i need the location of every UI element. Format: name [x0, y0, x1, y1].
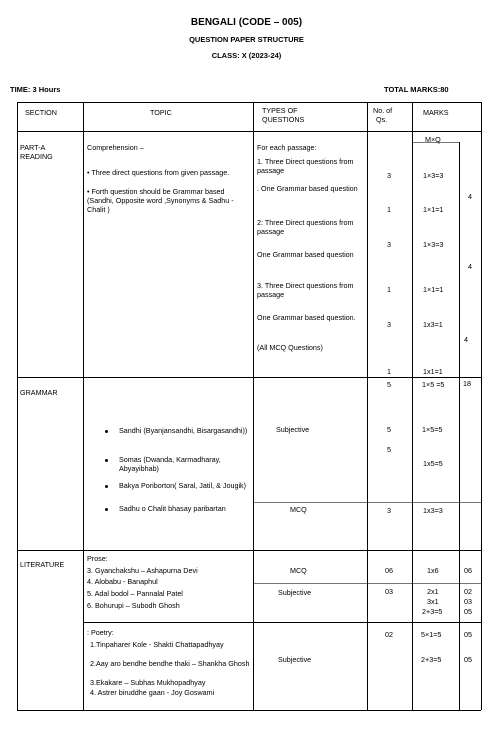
grammar-marks-3: 1x5=5 — [423, 459, 443, 468]
page-title: BENGALI (CODE – 005) — [190, 17, 303, 28]
reading-marks-1: 1×3=3 — [423, 171, 444, 180]
col-line-1 — [83, 102, 84, 710]
bullet-icon — [105, 485, 108, 488]
col-header-no-2: Qs. — [376, 115, 388, 124]
reading-type-6: One Grammar based question. — [257, 313, 356, 322]
prose-marks-mcq: 1x6 — [427, 566, 439, 575]
reading-topic-title: Comprehension – — [87, 143, 144, 152]
poetry-item-4: 4. Astrer biruddhe gaan - Joy Goswami — [90, 688, 215, 697]
prose-total-subj-3: 05 — [464, 607, 472, 616]
reading-marks-3: 1×3=3 — [423, 240, 444, 249]
reading-total-1: 4 — [468, 192, 472, 201]
grammar-item-4: Sadhu o Chalit bhasay paribartan — [119, 504, 226, 513]
poetry-count: 02 — [385, 630, 393, 639]
prose-title: Prose: — [87, 554, 108, 563]
reading-type-each: For each passage: — [257, 143, 317, 152]
col-header-section: SECTION — [25, 108, 57, 117]
bullet-icon — [105, 430, 108, 433]
reading-total-3: 4 — [464, 335, 468, 344]
prose-count-mcq: 06 — [385, 566, 393, 575]
col-line-0 — [17, 102, 18, 710]
grammar-count-2: 5 — [387, 425, 391, 434]
section-literature: LITERATURE — [20, 560, 65, 569]
bullet-icon — [105, 508, 108, 511]
grammar-type-subjective: Subjective — [276, 425, 310, 434]
poetry-marks-2: 2+3=5 — [421, 655, 442, 664]
col-header-marks: MARKS — [423, 108, 449, 117]
reading-marks-head: M×Q — [425, 135, 441, 144]
col-header-topic: TOPIC — [150, 108, 172, 117]
prose-item-4: 6. Bohurupi – Subodh Ghosh — [87, 601, 180, 610]
col-line-2 — [253, 102, 254, 710]
reading-count-6: 1 — [387, 367, 391, 376]
prose-total-subj-2: 03 — [464, 597, 472, 606]
time-label: TIME: 3 Hours — [10, 85, 61, 94]
grammar-marks-2: 1×5=5 — [422, 425, 443, 434]
prose-total-subj-1: 02 — [464, 587, 472, 596]
prose-type-mcq: MCQ — [290, 566, 307, 575]
reading-total-2: 4 — [468, 262, 472, 271]
col-header-types-2: QUESTIONS — [262, 115, 305, 124]
prose-marks-subj-1: 2x1 — [427, 587, 439, 596]
reading-marks-2: 1×1=1 — [423, 205, 444, 214]
reading-count-1: 3 — [387, 171, 391, 180]
reading-count-5: 3 — [387, 320, 391, 329]
reading-type-5: 3. Three Direct questions from passage — [257, 281, 354, 299]
poetry-item-1: 1.Tinpaharer Kole - Shakti Chattapadhyay — [90, 640, 224, 649]
reading-type-2: . One Grammar based question — [257, 184, 358, 193]
reading-topic-1: • Three direct questions from given passage. — [87, 168, 230, 177]
reading-type-1: 1. Three Direct questions from passage — [257, 157, 354, 175]
reading-type-7: (All MCQ Questions) — [257, 343, 323, 352]
col-header-types: TYPES OF — [262, 106, 298, 115]
reading-topic-2: • Forth question should be Grammar based (Sandhi, Opposite word ,Synonyms & Sadhu -Chalit ) — [87, 187, 234, 214]
grammar-item-2: Somas (Dwanda, Karmadharay, Abyayibhab) — [119, 455, 221, 473]
prose-type-subjective: Subjective — [278, 588, 312, 597]
poetry-title: : Poetry: — [87, 628, 114, 637]
section-reading: READING — [20, 152, 53, 161]
class-label: CLASS: X (2023-24) — [211, 51, 282, 60]
prose-item-1: 3. Gyanchakshu – Ashapurna Devi — [87, 566, 198, 575]
reading-count-2: 1 — [387, 205, 391, 214]
col-header-no: No. of — [373, 106, 393, 115]
grammar-total: 18 — [463, 379, 471, 388]
grammar-marks-1: 1×5 =5 — [422, 380, 445, 389]
poetry-total-1: 05 — [464, 630, 472, 639]
poetry-item-3: 3.Ekakare – Subhas Mukhopadhyay — [90, 678, 206, 687]
bullet-icon — [105, 459, 108, 462]
rule-prose-bottom — [83, 622, 481, 623]
reading-type-3: 2: Three Direct questions from passage — [257, 218, 354, 236]
prose-count-subj: 03 — [385, 587, 393, 596]
col-line-3 — [367, 102, 368, 710]
reading-count-3: 3 — [387, 240, 391, 249]
section-grammar: GRAMMAR — [20, 388, 58, 397]
section-part-a: PART-A — [20, 143, 46, 152]
poetry-type: Subjective — [278, 655, 312, 664]
poetry-item-2: 2.Aay aro bendhe bendhe thaki – Shankha Ghosh — [90, 659, 250, 668]
col-line-4 — [412, 102, 413, 710]
grammar-item-1: Sandhi (Byanjansandhi, Bisargasandhi)) — [119, 426, 248, 435]
prose-item-3: 5. Adal bodol – Pannalal Patel — [87, 589, 183, 598]
col-line-5 — [459, 142, 460, 710]
rule-bottom — [17, 710, 481, 711]
prose-total-mcq: 06 — [464, 566, 472, 575]
reading-marks-6: 1x1=1 — [423, 367, 443, 376]
reading-count-4: 1 — [387, 285, 391, 294]
page-subtitle: QUESTION PAPER STRUCTURE — [189, 35, 304, 44]
prose-marks-subj-3: 2+3=5 — [422, 607, 443, 616]
grammar-count-3: 5 — [387, 445, 391, 454]
col-line-6 — [481, 102, 482, 710]
reading-marks-4: 1×1=1 — [423, 285, 444, 294]
grammar-count-1: 5 — [387, 380, 391, 389]
grammar-type-mcq: MCQ — [290, 505, 307, 514]
grammar-count-4: 3 — [387, 506, 391, 515]
reading-type-4: One Grammar based question — [257, 250, 354, 259]
grammar-marks-4: 1x3=3 — [423, 506, 443, 515]
reading-marks-5: 1x3=1 — [423, 320, 443, 329]
total-marks-label: TOTAL MARKS:80 — [384, 85, 449, 94]
poetry-total-2: 05 — [464, 655, 472, 664]
grammar-item-3: Bakya Poriborton( Saral, Jatil, & Jougik) — [119, 481, 247, 490]
prose-marks-subj-2: 3x1 — [427, 597, 439, 606]
prose-item-2: 4. Alobabu - Banaphul — [87, 577, 158, 586]
poetry-marks-1: 5×1=5 — [421, 630, 442, 639]
